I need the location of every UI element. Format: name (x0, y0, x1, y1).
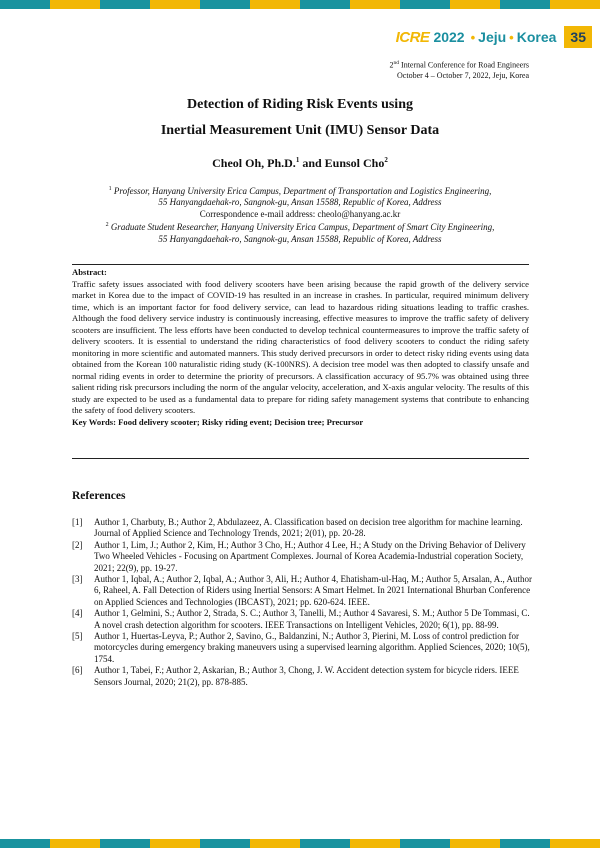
stripe-segment (250, 0, 300, 9)
stripe-segment (50, 839, 100, 848)
logo-dot: • (509, 29, 514, 45)
affiliation-1-address: 55 Hanyangdaehak-ro, Sangnok-gu, Ansan 15588, Republic of Korea, Address (158, 197, 442, 208)
logo-dot: • (470, 29, 476, 45)
reference-item: [3] Author 1, Iqbal, A.; Author 2, Iqbal, A.; Author 3, Ali, H.; Author 4, Ehatisham-ul-Haq, M.; Author 5, Arsalan, A., Author 6, Raheel, A. Fall Detection of Riders using Inertial Sensors: A Smart Helmet. In 2021 International Bhurban Conference on Applied Sciences and Technologies (IBCAST), 2021; pp. 620-624. IEEE. (72, 574, 532, 607)
affiliation-2: $^2$ Graduate Student Researcher, Hanyang University Erica Campus, Department of Smart City Engineering, (105, 222, 495, 233)
keywords: Key Words: Food delivery scooter; Risky riding event; Decision tree; Precursor (72, 416, 364, 427)
affiliation-2-address: 55 Hanyangdaehak-ro, Sangnok-gu, Ansan 15588, Republic of Korea, Address (158, 233, 442, 244)
stripe-segment (50, 0, 100, 9)
stripe-segment (350, 839, 400, 848)
correspondence-email: Correspondence e-mail address: cheolo@hanyang.ac.kr (199, 208, 401, 219)
stripe-segment (300, 839, 350, 848)
stripe-segment (550, 839, 600, 848)
reference-item: [4] Author 1, Gelmini, S.; Author 2, Strada, S. C.; Author 3, Tanelli, M.; Author 4 Savaresi, S. M.; Author 5 De Tommasi, C. A novel crash detection algorithm for scooters. IEEE Transactions on Intelligent Vehicles, 2020; 6(1), pp. 88-99. (72, 608, 530, 630)
affiliations (0, 184, 600, 245)
bottom-color-stripe (0, 839, 600, 848)
stripe-segment (550, 0, 600, 9)
stripe-segment (450, 839, 500, 848)
author-line: Cheol Oh, Ph.D.$^1$ and Eunsol Cho$^2$ (212, 156, 388, 170)
stripe-segment (400, 839, 450, 848)
stripe-segment (450, 0, 500, 9)
logo-city: Jeju (478, 29, 507, 45)
reference-item: [5] Author 1, Huertas-Leyva, P.; Author 2, Savino, G., Baldanzini, N.; Author 3, Pierini, M. Loss of control prediction for motorcycles during emergency braking maneuvers using a supervised learning algorithm. Applied Sciences, 2020; 10(5), 1754. (72, 631, 530, 664)
references-list (72, 517, 532, 688)
conference-logo (396, 26, 592, 48)
top-color-stripe (0, 0, 600, 9)
stripe-segment (150, 839, 200, 848)
stripe-segment (100, 839, 150, 848)
author-1: Cheol Oh, Ph.D. (212, 156, 296, 170)
stripe-segment (200, 0, 250, 9)
conference-info (390, 58, 529, 81)
page-number: 35 (564, 26, 592, 48)
logo-year: 2022 (433, 29, 465, 45)
conference-name: 2nd Internal Conference for Road Engineers (389, 60, 529, 70)
reference-item: [6] Author 1, Tabei, F.; Author 2, Askarian, B.; Author 3, Chong, J. W. Accident detection system for bicycle riders. IEEE Sensors Journal, 2020; 21(2), pp. 878-885. (72, 665, 519, 687)
author-2: and Eunsol Cho (299, 156, 385, 170)
stripe-segment (300, 0, 350, 9)
abstract-body: Traffic safety issues associated with food delivery scooters have been arising because the rapid growth of the delivery service market in Korea due to the impact of COVID-19 has resulted in an increase in crashes. In particular, required minimum delivery time, which is an important factor for food delivery service, can lead to hazardous riding situations leading to traffic crashes. Although the food delivery service industry is continuously increasing, effective measures to improve the traffic safety of delivery scooters are insufficient. The less efforts have been conducted to develop technical countermeasures to improve the traffic safety of delivery scooters. It is essential to understand the riding characteristics of food delivery scooters to conduct the riding safety monitoring in more scientific and automated manners. This study derived precursors in order to detect risky riding events using data obtained from the Korean 100 naturalistic riding study (K-100NRS). A decision tree model was then adopted to classify unsafe and normal riding events in order to determine the priority of precursors. A classification accuracy of 95.7% was obtained using three salient riding risk precursors including the norm of the angular velocity, acceleration, and X-axis angular velocity. The results of this study are expected to be used as a fundamental data to prepare for riding safety management systems that contribute to enhancing the safety of food delivery scooters. (72, 278, 529, 415)
stripe-segment (100, 0, 150, 9)
logo-country: Korea (516, 29, 557, 45)
reference-item: [2] Author 1, Lim, J.; Author 2, Kim, H.; Author 3 Cho, H.; Author 4 Lee, H.; A Study on the Driving Behavior of Delivery Two Wheeled Vehicles - Focusing on Apartment Complexes. Journal of Korea Academia-Industrial coperation Society, 2021; 22(9), pp. 19-27. (72, 539, 526, 573)
stripe-segment (200, 839, 250, 848)
references-heading: References (72, 490, 126, 502)
abstract-bottom-rule (72, 458, 529, 459)
icre-logo-mark: ICRE (395, 28, 430, 46)
abstract-section (72, 267, 529, 428)
stripe-segment (250, 839, 300, 848)
stripe-segment (0, 0, 50, 9)
paper-title-line1: Detection of Riding Risk Events using (187, 97, 413, 112)
reference-item: [1] Author 1, Charbuty, B.; Author 2, Abdulazeez, A. Classification based on decision tree algorithm for machine learning. Journal of Applied Science and Technology Trends, 2021; 2(01), pp. 20-28. (72, 517, 523, 539)
stripe-segment (350, 0, 400, 9)
stripe-segment (500, 839, 550, 848)
stripe-segment (500, 0, 550, 9)
conference-dates: October 4 – October 7, 2022, Jeju, Korea (397, 70, 529, 80)
affiliation-1: $^1$ Professor, Hanyang University Erica Campus, Department of Transportation and Logistics Engineering, (108, 186, 492, 196)
stripe-segment (400, 0, 450, 9)
abstract-heading: Abstract: (72, 267, 107, 277)
stripe-segment (150, 0, 200, 9)
paper-title-line2: Inertial Measurement Unit (IMU) Sensor Data (160, 123, 440, 138)
abstract-top-rule (72, 264, 529, 265)
stripe-segment (0, 839, 50, 848)
